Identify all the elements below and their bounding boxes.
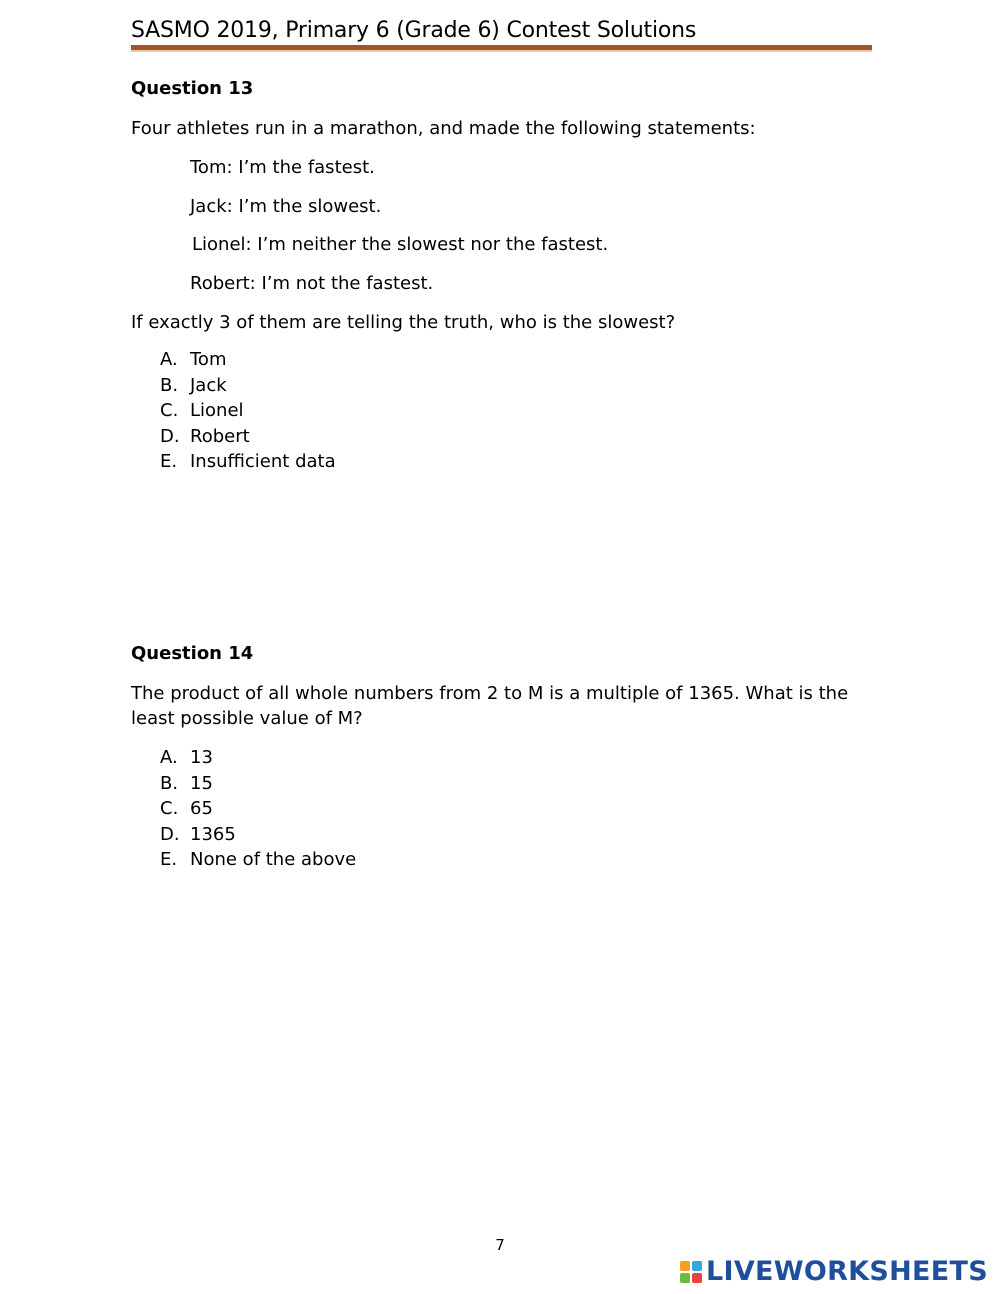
question-14-title: Question 14 [131, 643, 254, 664]
option-text: Insufficient data [190, 451, 336, 473]
option-text: Tom [190, 349, 227, 370]
liveworksheets-logo-icon [680, 1261, 702, 1283]
watermark-text: LIVEWORKSHEETS [705, 1256, 988, 1287]
option-text: 13 [190, 747, 213, 768]
option-letter: C. [160, 798, 179, 820]
option-letter: D. [160, 823, 180, 845]
option-letter: B. [160, 374, 179, 396]
option-c [160, 796, 356, 822]
option-c [160, 398, 336, 424]
option-e [160, 847, 356, 873]
option-b [160, 373, 336, 399]
option-letter: E. [160, 451, 178, 473]
option-letter: D. [160, 425, 180, 447]
logo-square [680, 1261, 690, 1271]
option-letter: C. [160, 400, 179, 422]
question-14-prompt-line-2: least possible value of M? [131, 708, 363, 729]
question-13-title: Question 13 [131, 78, 254, 99]
option-e [160, 449, 336, 475]
option-text: 65 [190, 798, 213, 820]
logo-square [692, 1261, 702, 1271]
statement-tom: Tom: I’m the fastest. [190, 157, 375, 178]
logo-square [692, 1273, 702, 1283]
question-13-prompt: If exactly 3 of them are telling the truth, who is the slowest? [131, 312, 676, 333]
option-letter: B. [160, 772, 179, 794]
statement-jack: Jack: I’m the slowest. [190, 196, 382, 217]
header-title: SASMO 2019, Primary 6 (Grade 6) Contest Solutions [131, 18, 697, 43]
option-text: Jack [190, 374, 227, 396]
question-14-prompt-line-1: The product of all whole numbers from 2 to M is a multiple of 1365. What is the [131, 683, 849, 704]
option-letter: A. [160, 747, 178, 768]
option-text: 1365 [190, 823, 236, 845]
liveworksheets-watermark[interactable] [680, 1256, 988, 1287]
option-a [160, 347, 336, 373]
option-letter: A. [160, 349, 178, 370]
option-b [160, 771, 356, 797]
option-text: None of the above [190, 849, 357, 871]
option-d [160, 822, 356, 848]
option-d [160, 424, 336, 450]
question-14-options [160, 745, 356, 873]
question-13-options [160, 347, 336, 475]
option-text: 15 [190, 772, 213, 794]
option-a [160, 745, 356, 771]
header-rule [131, 45, 872, 52]
statement-robert: Robert: I’m not the fastest. [190, 273, 434, 294]
option-text: Robert [190, 425, 250, 447]
logo-square [680, 1273, 690, 1283]
page-number: 7 [495, 1236, 505, 1254]
question-13-intro: Four athletes run in a marathon, and made the following statements: [131, 118, 756, 139]
option-letter: E. [160, 849, 178, 871]
option-text: Lionel [190, 400, 244, 422]
statement-lionel: Lionel: I’m neither the slowest nor the fastest. [192, 234, 609, 255]
